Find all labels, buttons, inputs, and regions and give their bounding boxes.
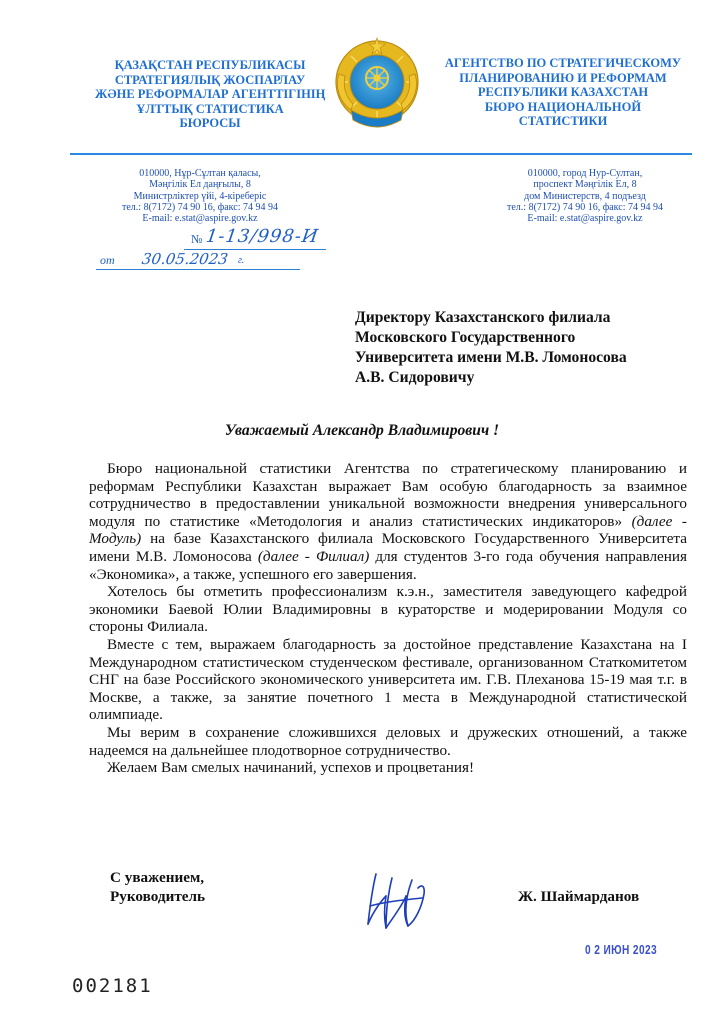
header-kazakh-line: ЖӘНЕ РЕФОРМАЛАР АГЕНТТІГІНІҢ <box>95 87 326 101</box>
address-line: 010000, Нұр-Сұлтан қаласы, <box>139 168 261 179</box>
signer-name: Ж. Шаймарданов <box>518 888 640 905</box>
closing-block <box>110 868 205 906</box>
header-kazakh-line: ҰЛТТЫҚ СТАТИСТИКА <box>136 101 284 116</box>
header-russian-block <box>438 56 688 129</box>
salutation: Уважаемый Александр Владимирович ! <box>224 422 500 439</box>
recipient-line: А.В. Сидоровичу <box>355 369 475 386</box>
header-russian-line: РЕСПУБЛИКИ КАЗАХСТАН <box>477 85 649 99</box>
address-line: 010000, город Нур-Султан, <box>527 168 643 179</box>
body-paragraph: Желаем Вам смелых начинаний, успехов и процветания! <box>107 759 475 777</box>
address-line: проспект Мәңгілік Ел, 8 <box>533 179 637 191</box>
recipient-line: Московского Государственного <box>355 329 576 346</box>
received-date-stamp: 0 2 ИЮН 2023 <box>585 942 658 957</box>
recipient-line: Университета имени М.В. Ломоносова <box>355 349 627 366</box>
registration-date-underline <box>96 269 300 270</box>
body-text: на базе Казахстанского филиала Московского Государственного Университета имени М.В. Ломоносова <box>89 530 687 565</box>
registration-number: 1-13/998-И <box>204 226 321 247</box>
registration-date: 30.05.2023 <box>140 250 230 268</box>
body-italic-text: (далее - Модуль) <box>89 512 687 548</box>
body-paragraph: Вместе с тем, выражаем благодарность за достойное представление Казахстана на I Международном статистическом студенческом фестивале, организованном Статкомитетом СНГ на базе Российского экономического университета им. Г.В. Плеханова 15-19 мая т.г. в Москве, а также, за занятие почетного 1 места в Международной статистической олимпиаде. <box>89 635 687 724</box>
recipient-line: Директору Казахстанского филиала <box>355 309 611 326</box>
body-text: Бюро национальной статистики Агентства по стратегическому планированию и реформам Республики Казахстан выражает Вам особую благодарность за взаимное сотрудничество в предоставлении уникальной возможности внедрения универсального модуля по статистике «Методология и анализ статистических индикаторов» <box>89 460 687 530</box>
header-russian-line: ПЛАНИРОВАНИЮ И РЕФОРМАМ <box>459 70 667 85</box>
closing-position: Руководитель <box>110 888 206 905</box>
address-line: тел.: 8(7172) 74 90 16, факс: 74 94 94 <box>507 201 663 213</box>
registration-date-label: от <box>100 253 115 267</box>
registration-number-label: № <box>191 232 203 246</box>
handwritten-signature-icon <box>362 866 434 938</box>
header-kazakh-line: ҚАЗАҚСТАН РЕСПУБЛИКАСЫ <box>114 58 306 72</box>
body-paragraph: Мы верим в сохранение сложившихся деловых и дружеских отношений, а также надеемся на дальнейшее плодотворное сотрудничество. <box>89 723 687 759</box>
registration-block <box>96 226 326 275</box>
body-paragraph: Хотелось бы отметить профессионализм к.э.н., заместителя заведующего кафедрой экономики Баевой Юлии Владимировны в кураторстве и модерировании Модуля со стороны Филиала. <box>89 583 687 636</box>
header-kazakh-line: СТРАТЕГИЯЛЫҚ ЖОСПАРЛАУ <box>114 72 306 87</box>
registration-date-suffix: г. <box>238 255 245 266</box>
header-russian-line: СТАТИСТИКИ <box>518 114 608 128</box>
address-line: дом Министерств, 4 подъезд <box>524 190 646 202</box>
address-line: Министрліктер үйі, 4-кіреберіс <box>133 190 267 202</box>
header-kazakh-line: БЮРОСЫ <box>179 116 241 130</box>
header-kazakh-block <box>95 58 325 131</box>
header-russian-line: БЮРО НАЦИОНАЛЬНОЙ <box>484 99 642 114</box>
address-russian <box>470 168 700 224</box>
closing-regards: С уважением, <box>110 869 205 886</box>
header-divider <box>70 153 692 155</box>
body-italic-text: (далее - Филиал) <box>251 547 370 565</box>
address-kazakh <box>100 168 300 224</box>
body-text: для студентов 3-го года обучения направления «Экономика», а также, успешного его завершения. <box>89 547 688 583</box>
address-line: E-mail: e.stat@aspire.gov.kz <box>527 213 643 225</box>
state-emblem-icon <box>333 36 421 136</box>
header-russian-line: АГЕНТСТВО ПО СТРАТЕГИЧЕСКОМУ <box>444 56 682 70</box>
body-paragraph <box>89 460 687 583</box>
document-serial-number: 002181 <box>72 975 153 997</box>
letter-body <box>89 460 687 777</box>
recipient-block <box>355 308 685 388</box>
address-line: E-mail: e.stat@aspire.gov.kz <box>142 213 258 225</box>
address-line: тел.: 8(7172) 74 90 16, факс: 74 94 94 <box>122 201 278 213</box>
address-line: Мәңгілік Ел даңғылы, 8 <box>149 179 251 191</box>
